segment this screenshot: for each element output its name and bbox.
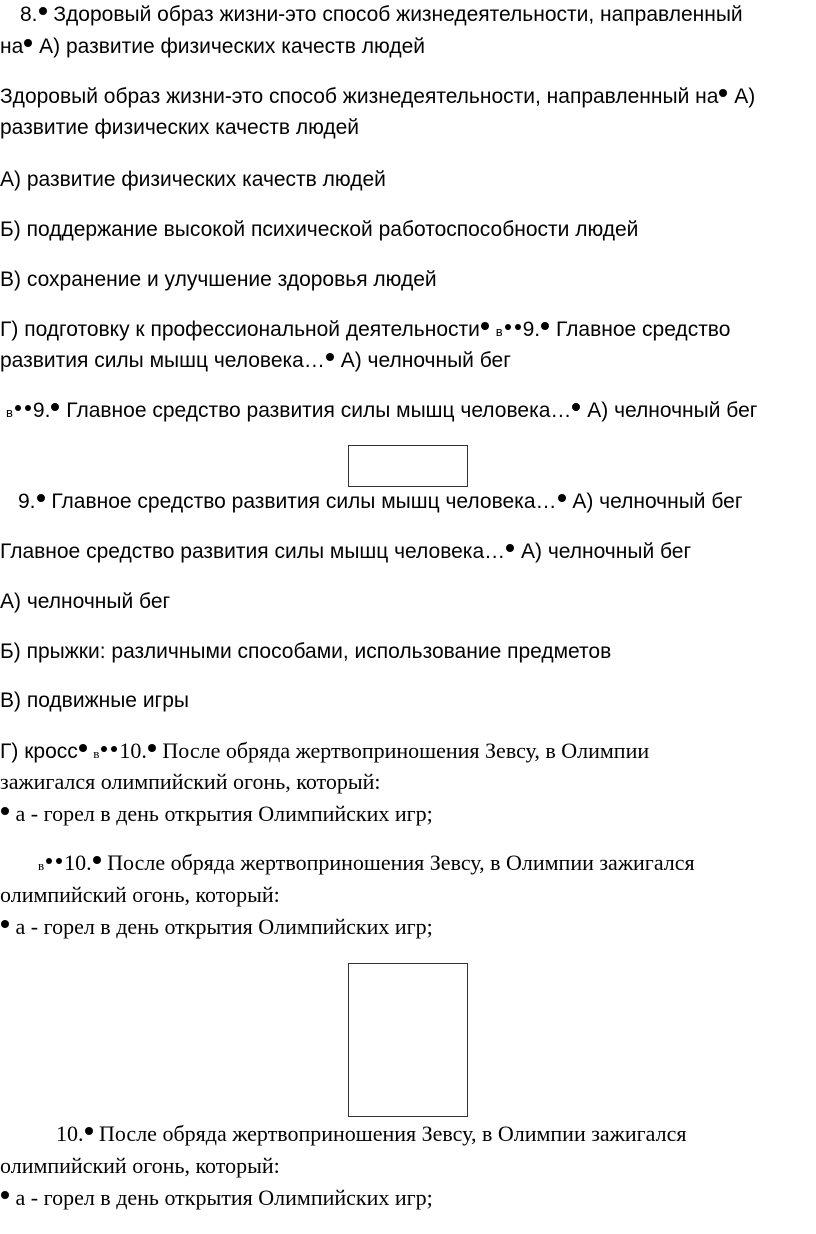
q8-header-prefix: на bbox=[0, 35, 24, 58]
q8-option-c: В) сохранение и улучшение здоровья людей bbox=[0, 268, 437, 291]
q10-bullet-line2: олимпийский огонь, который: bbox=[0, 882, 280, 907]
q9-option-d-line1 bbox=[0, 740, 649, 762]
bullet-icon bbox=[572, 403, 580, 411]
q9-answer: А) челночный бег bbox=[520, 540, 692, 563]
q10-line2: олимпийский огонь, который: bbox=[0, 1153, 280, 1178]
q8-option-d: Г) подготовку к профессиональной деятельности bbox=[0, 318, 480, 341]
bullet-icon bbox=[93, 856, 101, 864]
q9-number: 9. bbox=[18, 490, 36, 513]
q10-question-text: После обряда жертвоприношения Зевсу, в Олимпии зажигался bbox=[99, 1121, 687, 1146]
q10-bullet-text: После обряда жертвоприношения Зевсу, в Олимпии зажигался bbox=[107, 850, 695, 875]
bullet-small-icon bbox=[515, 324, 521, 330]
q9-header bbox=[18, 491, 743, 512]
bullet-icon bbox=[24, 39, 32, 47]
q10-bullet-answer: а - горел в день открытия Олимпийских игр; bbox=[15, 914, 433, 939]
bullet-small-icon bbox=[15, 405, 21, 411]
q8-question-text: Здоровый образ жизни-это способ жизнедеятельности, направленный на bbox=[0, 85, 719, 108]
q9-inline-text: Главное средство bbox=[555, 318, 731, 341]
bullet-icon bbox=[481, 322, 489, 330]
q9-header-text: Главное средство развития силы мышц человека… bbox=[51, 490, 557, 513]
q10-number: 10. bbox=[56, 1121, 84, 1146]
q9-inline-answer: А) челночный бег bbox=[340, 349, 511, 372]
bullet-icon bbox=[1, 920, 9, 928]
q9-option-d-line3 bbox=[0, 803, 433, 825]
q8-header-number: 8. bbox=[20, 3, 38, 26]
bullet-small-icon bbox=[56, 858, 62, 864]
q10-line1 bbox=[56, 1123, 687, 1145]
q8-option-a: А) развитие физических качеств людей bbox=[0, 168, 386, 191]
q9-option-d: Г) кросс bbox=[0, 740, 78, 763]
bullet-icon bbox=[558, 494, 566, 502]
q8-option-d-line1 bbox=[0, 319, 730, 340]
bullet-icon bbox=[719, 89, 727, 97]
q9-option-a: А) челночный бег bbox=[0, 590, 171, 613]
image-frame bbox=[348, 963, 468, 1117]
q8-option-d-line2 bbox=[0, 350, 511, 371]
bullet-icon bbox=[326, 353, 334, 361]
small-label: в bbox=[93, 746, 100, 761]
q8-option-b: Б) поддержание высокой психической работоспособности людей bbox=[0, 218, 639, 241]
q10-line3 bbox=[0, 1187, 433, 1209]
q9-option-b: Б) прыжки: различными способами, использование предметов bbox=[0, 640, 612, 663]
q10-bullet-number: 10. bbox=[64, 850, 92, 875]
q9-question-text: Главное средство развития силы мышц человека… bbox=[0, 540, 506, 563]
q8-header-line2 bbox=[0, 36, 425, 57]
q8-header-text: Здоровый образ жизни-это способ жизнедеятельности, направленный bbox=[53, 3, 743, 26]
q8-header-line1 bbox=[20, 4, 743, 25]
bullet-icon bbox=[541, 322, 549, 330]
q8-body-line2: развитие физических качеств людей bbox=[0, 116, 360, 139]
q9-option-c: В) подвижные игры bbox=[0, 689, 189, 712]
bullet-icon bbox=[1, 1191, 9, 1199]
bullet-icon bbox=[79, 744, 87, 752]
bullet-small-icon bbox=[101, 746, 107, 752]
q10-inline-answer: а - горел в день открытия Олимпийских игр; bbox=[15, 801, 433, 826]
q9-bullet-number: 9. bbox=[32, 399, 51, 422]
bullet-icon bbox=[39, 7, 47, 15]
bullet-small-icon bbox=[505, 324, 511, 330]
q8-header-answer: А) развитие физических качеств людей bbox=[39, 35, 425, 58]
bullet-icon bbox=[51, 403, 59, 411]
q10-bullet-line3 bbox=[0, 916, 433, 938]
q10-answer: а - горел в день открытия Олимпийских игр; bbox=[15, 1185, 433, 1210]
q10-inline-number: 10. bbox=[119, 738, 147, 763]
bullet-icon bbox=[85, 1127, 93, 1135]
q10-bullet-line1 bbox=[38, 852, 695, 874]
q10-inline-text: После обряда жертвоприношения Зевсу, в Олимпии bbox=[162, 738, 650, 763]
q8-answer-letter: А) bbox=[734, 85, 756, 108]
q9-bullet-text: Главное средство развития силы мышц человека… bbox=[66, 399, 572, 422]
bullet-small-icon bbox=[111, 746, 117, 752]
small-label: в bbox=[6, 405, 13, 420]
small-label: в bbox=[495, 324, 503, 339]
q9-header-answer: А) челночный бег bbox=[572, 490, 743, 513]
bullet-icon bbox=[1, 807, 9, 815]
image-frame bbox=[348, 445, 468, 487]
bullet-icon bbox=[148, 744, 156, 752]
q9-body bbox=[0, 541, 691, 562]
small-label: в bbox=[38, 858, 45, 873]
q8-body-line1 bbox=[0, 86, 755, 107]
q9-inline-text-cont: развития силы мышц человека… bbox=[0, 349, 325, 372]
bullet-small-icon bbox=[46, 858, 52, 864]
q9-bullet-answer: А) челночный бег bbox=[587, 399, 758, 422]
bullet-icon bbox=[506, 544, 514, 552]
bullet-small-icon bbox=[25, 405, 31, 411]
q9-option-d-line2: зажигался олимпийский огонь, который: bbox=[0, 769, 381, 794]
bullet-icon bbox=[37, 494, 45, 502]
q9-bullet-line bbox=[6, 400, 757, 421]
q9-inline-number: 9. bbox=[522, 318, 541, 341]
